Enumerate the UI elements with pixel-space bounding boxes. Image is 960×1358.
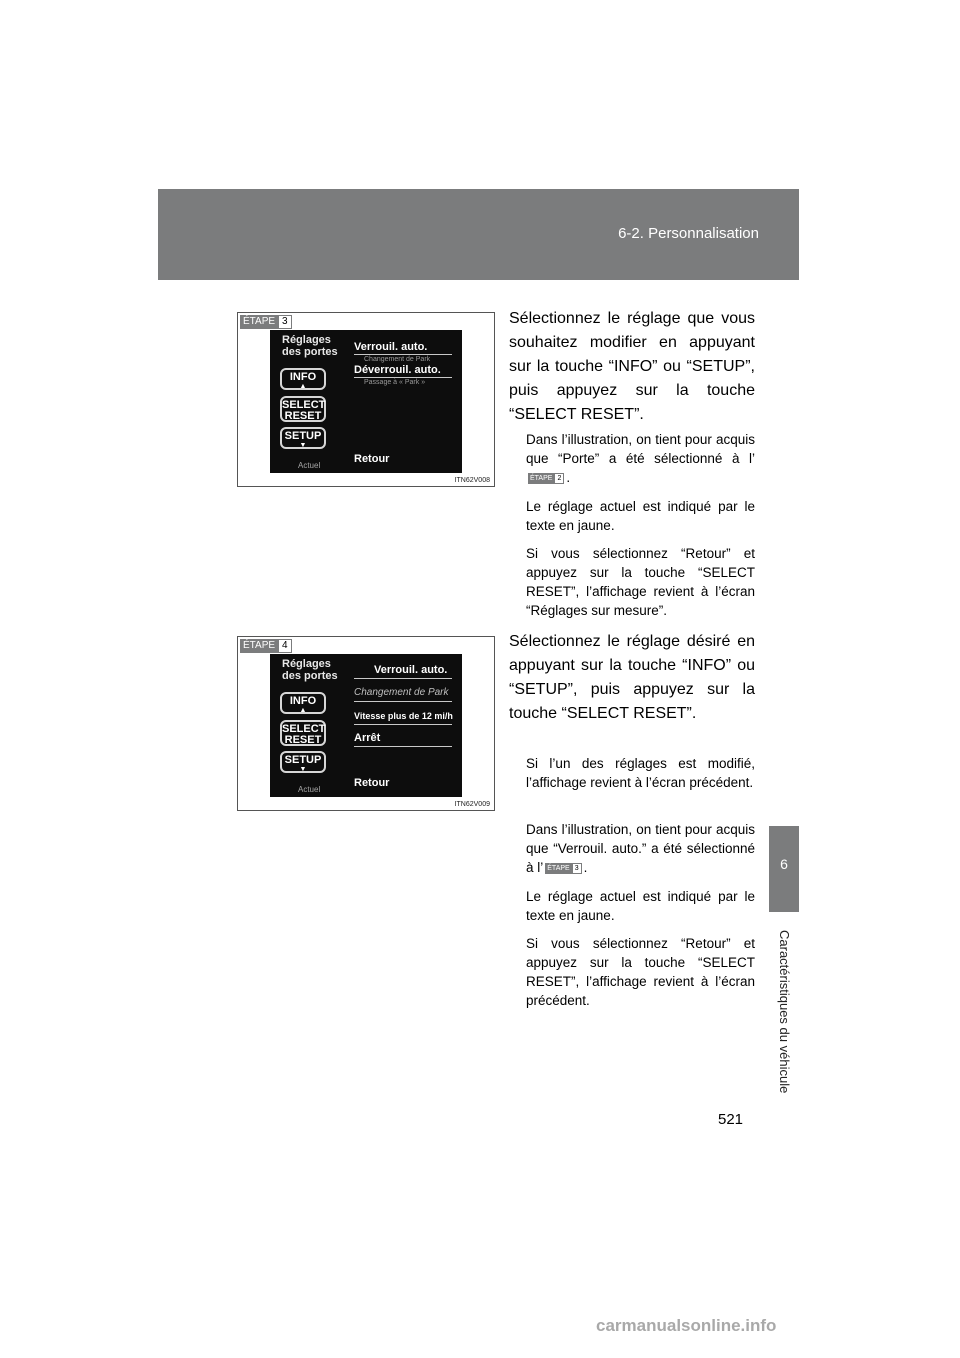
figure-code: ITN62V009	[454, 801, 490, 808]
option-sub-park: Changement de Park	[364, 356, 431, 363]
setup-button[interactable]: SETUP ▼	[280, 427, 326, 449]
screen-title: Réglages des portes	[282, 334, 338, 358]
step4-display-screen	[270, 654, 462, 797]
chapter-label: Caractéristiques du véhicule	[777, 930, 792, 1094]
etape-ref: ÉTAPE 3	[545, 863, 581, 874]
retour-option: Retour	[354, 453, 390, 465]
down-arrow-icon: ▼	[299, 442, 307, 449]
select-reset-button[interactable]: SELECT RESET	[280, 720, 326, 746]
page-number: 521	[718, 1111, 744, 1128]
option-deverrouil: Déverrouil. auto.	[354, 364, 441, 376]
chapter-side-label	[764, 930, 804, 1094]
option-arret: Arrêt	[354, 732, 381, 744]
figure-code: ITN62V008	[454, 477, 490, 484]
step4-badge: ÉTAPE 4	[240, 639, 292, 653]
chapter-number: 6	[780, 856, 788, 872]
screen-title: Réglages des portes	[282, 658, 338, 682]
step3-figure	[237, 312, 495, 487]
step3-note-1: Dans l’illustration, on tient pour acquis que “Porte” a été sélectionné à l’ ÉTAPE 2 .	[526, 432, 755, 485]
chapter-header	[158, 189, 799, 280]
step3-display-screen	[270, 330, 462, 473]
option-divider	[354, 724, 452, 725]
retour-option: Retour	[354, 777, 390, 789]
step3-note-3: Si vous sélectionnez “Retour” et appuyez sur la touche “SELECT RESET”, l’affichage revient à l’écran “Réglages sur mesure”.	[526, 546, 755, 618]
up-arrow-icon: ▲	[299, 707, 307, 714]
etape-ref: ÉTAPE 2	[528, 473, 564, 484]
setup-button[interactable]: SETUP ▼	[280, 751, 326, 773]
step4-note-2: Dans l’illustration, on tient pour acquis que “Verrouil. auto.” a été sélectionné à l’ ÉTAPE 3 .	[526, 822, 755, 875]
step4-instruction: Sélectionnez le réglage désiré en appuyant sur la touche “INFO” ou “SETUP”, puis appuyez sur la touche “SELECT RESET”.	[509, 633, 755, 722]
actuel-label: Actuel	[298, 785, 321, 794]
watermark: carmanualsonline.info	[596, 1316, 777, 1335]
option-sub-passage: Passage à « Park »	[364, 379, 426, 386]
option-divider	[354, 377, 452, 378]
step3-instruction: Sélectionnez le réglage que vous souhaitez modifier en appuyant sur la touche “INFO” ou “SETUP”, puis appuyez sur la touche “SELECT RESET”.	[509, 310, 755, 423]
step4-figure	[237, 636, 495, 811]
option-changement-park: Changement de Park	[354, 687, 449, 698]
step4-note-4: Si vous sélectionnez “Retour” et appuyez sur la touche “SELECT RESET”, l’affichage revient à l’écran précédent.	[526, 936, 755, 1008]
step4-note-1: Si l’un des réglages est modifié, l’affichage revient à l’écran précédent.	[526, 756, 755, 790]
info-button[interactable]: INFO ▲	[280, 692, 326, 714]
actuel-label: Actuel	[298, 461, 321, 470]
step3-note-2: Le réglage actuel est indiqué par le texte en jaune.	[526, 499, 755, 533]
chapter-tab	[769, 826, 799, 912]
option-divider	[354, 354, 452, 355]
select-reset-button[interactable]: SELECT RESET	[280, 396, 326, 422]
option-verrouil: Verrouil. auto.	[354, 341, 428, 353]
option-divider	[354, 678, 452, 679]
step3-badge: ÉTAPE 3	[240, 315, 292, 329]
step4-note-3: Le réglage actuel est indiqué par le texte en jaune.	[526, 889, 755, 923]
section-title: 6-2. Personnalisation	[618, 225, 759, 242]
option-verrouil: Verrouil. auto.	[374, 664, 448, 676]
option-divider	[354, 746, 452, 747]
option-divider	[354, 701, 452, 702]
down-arrow-icon: ▼	[299, 766, 307, 773]
option-vitesse: Vitesse plus de 12 mi/h	[354, 711, 453, 721]
up-arrow-icon: ▲	[299, 383, 307, 390]
info-button[interactable]: INFO ▲	[280, 368, 326, 390]
